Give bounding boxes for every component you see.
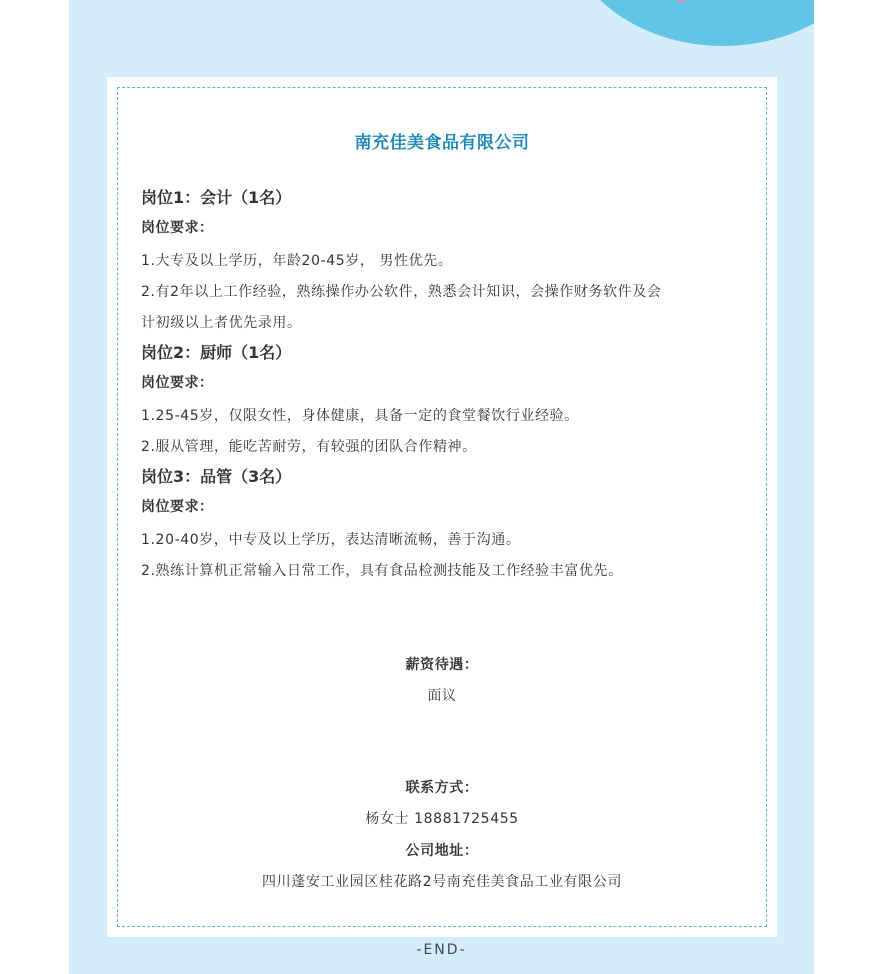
end-mark: -END-: [416, 942, 467, 958]
company-title: 南充佳美食品有限公司: [354, 133, 530, 153]
decorative-circle: [563, 0, 814, 46]
address-section: [118, 840, 766, 860]
requirement-line: 1.25-45岁，仅限女性，身体健康，具备一定的食堂餐饮行业经验。: [141, 408, 579, 424]
dashed-frame: [117, 87, 767, 927]
salary-value-row: [118, 685, 766, 705]
requirements-label: 岗位要求：: [141, 375, 214, 391]
address-label: 公司地址：: [405, 843, 479, 859]
requirements-label: 岗位要求：: [141, 499, 214, 515]
positions-list: [141, 184, 750, 587]
position-3: [141, 463, 750, 587]
position-2: [141, 339, 750, 463]
requirements-label: 岗位要求：: [141, 220, 214, 236]
recruitment-card: [107, 77, 777, 937]
position-title: 岗位2：厨师（1名）: [141, 343, 292, 362]
salary-label: 薪资待遇：: [405, 657, 479, 673]
salary-section: [118, 654, 766, 674]
contact-value: 杨女士 18881725455: [365, 811, 519, 827]
position-title: 岗位3：品管（3名）: [141, 467, 292, 486]
contact-value-row: [118, 808, 766, 828]
requirement-line: 2.服从管理，能吃苦耐劳，有较强的团队合作精神。: [141, 439, 477, 455]
contact-label: 联系方式：: [405, 780, 479, 796]
contact-section: [118, 777, 766, 797]
requirement-line: 计初级以上者优先录用。: [141, 315, 302, 331]
address-value: 四川蓬安工业园区桂花路2号南充佳美食品工业有限公司: [262, 874, 622, 890]
requirement-line: 2.熟练计算机正常输入日常工作，具有食品检测技能及工作经验丰富优先。: [141, 563, 623, 579]
position-1: [141, 184, 750, 339]
requirement-line: 1.20-40岁，中专及以上学历，表达清晰流畅，善于沟通。: [141, 532, 521, 548]
requirement-line: 1.大专及以上学历，年龄20-45岁， 男性优先。: [141, 253, 453, 269]
position-title: 岗位1：会计（1名）: [141, 188, 292, 207]
requirement-line: 2.有2年以上工作经验，熟练操作办公软件，熟悉会计知识，会操作财务软件及会: [141, 284, 662, 300]
address-value-row: [118, 871, 766, 891]
salary-value: 面议: [427, 688, 457, 704]
